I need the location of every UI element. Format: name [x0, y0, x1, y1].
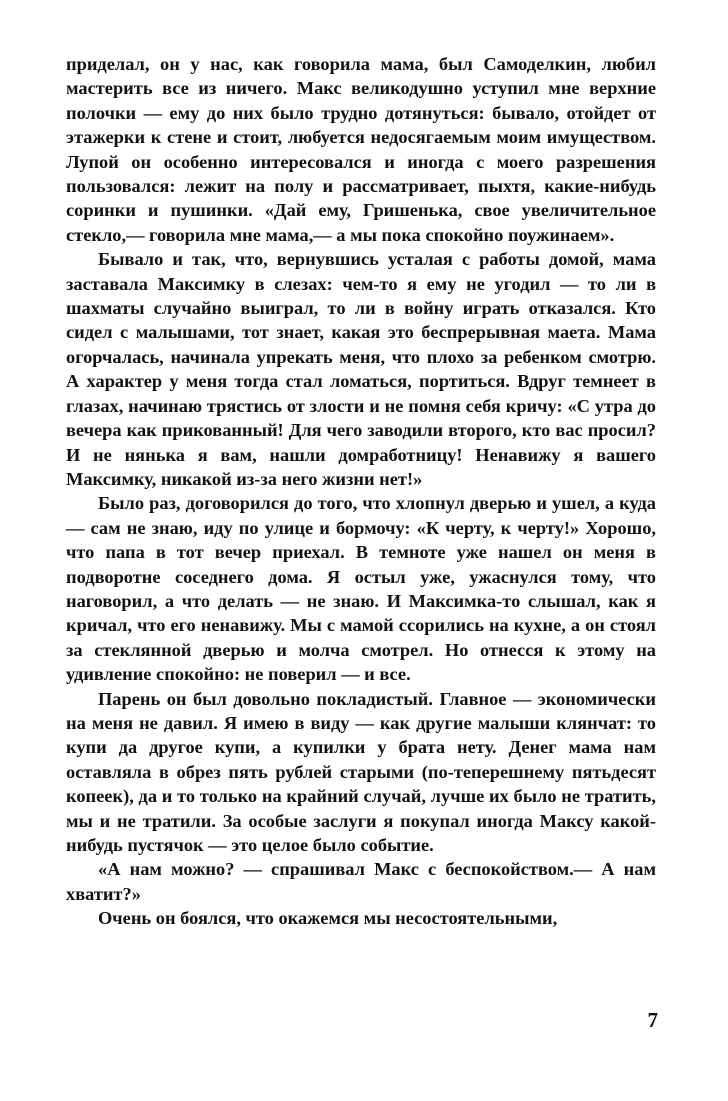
- paragraph: «А нам можно? — спрашивал Макс с беспокойством.— А нам хватит?»: [66, 859, 656, 904]
- paragraph: Парень он был довольно покладистый. Главное — экономически на меня не давил. Я имею в виду — как другие малыши клянчат: то купи да другое купи, а купилки у брата нету. Денег мама нам оставляла в обрез пять рублей старыми (по-теперешнему пятьдесят копеек), да и то только на крайний случай, лучше их было не тратить, мы и не тратили. За особые заслуги я покупал иногда Максу какой-нибудь пустячок — это целое было событие.: [66, 688, 656, 855]
- page-text: [66, 52, 656, 931]
- page-number: 7: [647, 1008, 658, 1032]
- paragraph: Бывало и так, что, вернувшись усталая с работы домой, мама заставала Максимку в слезах: чем-то я ему не угодил — то ли в шахматы случайно выиграл, то ли в войну играть отказался. Кто сидел с малышами, тот знает, какая это беспрерывная маета. Мама огорчалась, начинала упрекать меня, что плохо за ребенком смотрю. А характер у меня тогда стал ломаться, портиться. Вдруг темнеет в глазах, начинаю трястись от злости и не помня себя кричу: «С утра до вечера как прикованный! Для чего заводили второго, кто вас просил? И не нянька я вам, нашли домработницу! Ненавижу я вашего Максимку, никакой из-за него жизни нет!»: [66, 249, 656, 489]
- paragraph: Было раз, договорился до того, что хлопнул дверью и ушел, а куда — сам не знаю, иду по улице и бормочу: «К черту, к черту!» Хорошо, что папа в тот вечер приехал. В темноте уже нашел он меня в подворотне соседнего дома. Я остыл уже, ужаснулся тому, что наговорил, а что делать — не знаю. И Максимка-то слышал, как я кричал, что его ненавижу. Мы с мамой ссорились на кухне, а он стоял за стеклянной дверью и молча смотрел. Но отнесся к этому на удивление спокойно: не поверил — и все.: [66, 493, 656, 685]
- paragraph: Очень он боялся, что окажемся мы несостоятельными,: [98, 908, 558, 929]
- paragraph: приделал, он у нас, как говорила мама, был Самоделкин, любил мастерить все из ничего. Макс великодушно уступил мне верхние полочки — ему до них было трудно дотянуться: бывало, отойдет от этажерки к стене и стоит, любуется недосягаемым моим имуществом. Лупой он особенно интересовался и иногда с моего разрешения пользовался: лежит на полу и рассматривает, пыхтя, какие-нибудь соринки и пушинки. «Дай ему, Гришенька, свое увеличительное стекло,— говорила мне мама,— а мы пока спокойно поужинаем».: [66, 54, 656, 245]
